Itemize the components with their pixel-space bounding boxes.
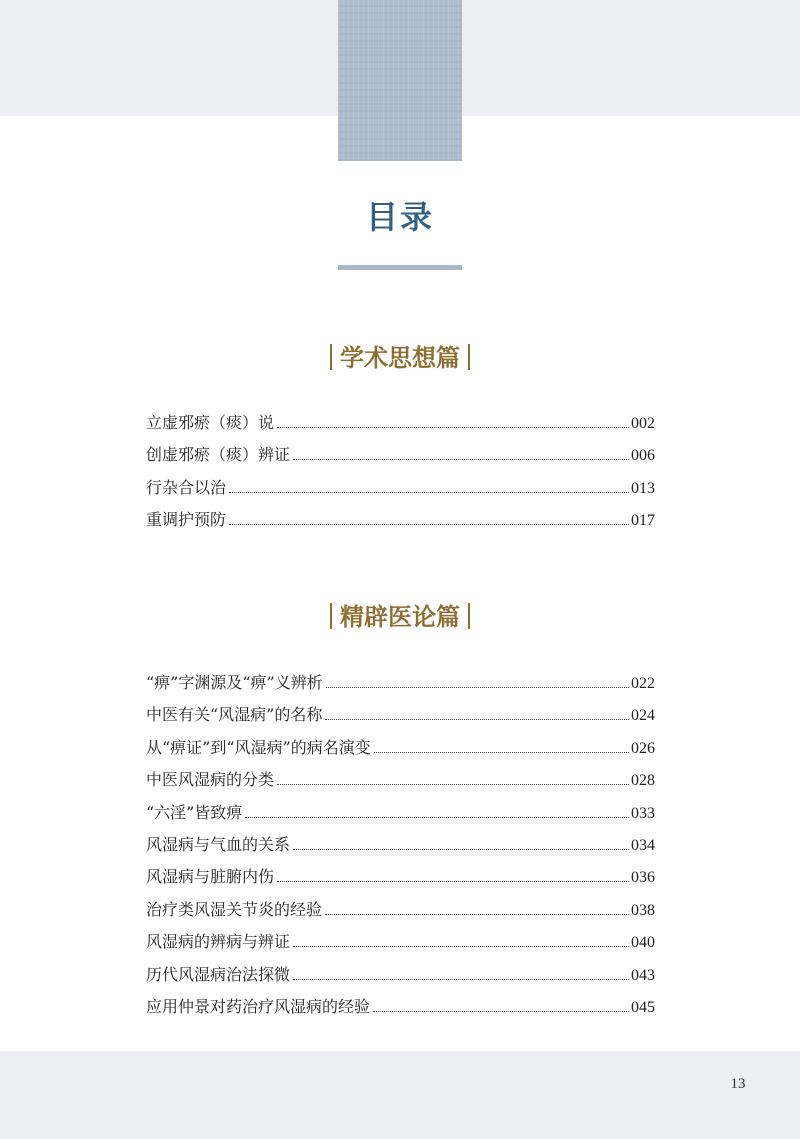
dot-leader: [229, 492, 629, 493]
toc-entry-title: 从“痹证”到“风湿病”的病名演变: [146, 737, 371, 757]
dot-leader: [374, 752, 629, 753]
section-heading-label: 精辟医论篇: [340, 602, 460, 631]
toc-entry-title: 立虚邪瘀（痰）说: [146, 413, 275, 432]
section-heading-academic-thought: [0, 338, 800, 373]
toc-entry-title: 风湿病的辨病与辨证: [146, 932, 291, 952]
toc-entry[interactable]: [146, 504, 655, 536]
toc-entry-page: 028: [631, 772, 655, 790]
heading-bar-right: [468, 344, 470, 370]
dot-leader: [245, 817, 629, 818]
toc-entry[interactable]: [146, 829, 655, 861]
toc-entry-page: 040: [631, 934, 655, 952]
toc-entry-title: 中医有关“风湿病”的名称: [146, 705, 323, 725]
toc-entry-page: 002: [631, 415, 655, 432]
toc-entry-title: 风湿病与脏腑内伤: [146, 867, 275, 887]
toc-entry-page: 013: [631, 479, 655, 497]
toc-entry-page: 038: [631, 901, 655, 919]
toc-entry-title: 历代风湿病治法探微: [146, 964, 291, 984]
page-title: 目录: [365, 198, 434, 236]
toc-entry[interactable]: [146, 797, 655, 829]
toc-entry-title: 风湿病与气血的关系: [146, 834, 291, 854]
toc-entry-page: 026: [631, 739, 655, 757]
dot-leader: [293, 849, 629, 850]
heading-bar-left: [330, 603, 332, 629]
heading-bar-left: [330, 344, 332, 370]
page-number: 13: [730, 1076, 746, 1092]
toc-entry[interactable]: [146, 732, 655, 764]
toc-entry-page: 017: [631, 512, 655, 530]
heading-bar-right: [468, 603, 470, 629]
toc-list-academic-thought: [146, 407, 655, 537]
toc-entry-title: “六淫”皆致痹: [146, 802, 243, 822]
toc-entry[interactable]: [146, 472, 655, 504]
toc-list-medical-discourse: [146, 667, 655, 1023]
toc-entry[interactable]: [146, 439, 655, 471]
toc-entry-page: 024: [631, 707, 655, 725]
toc-entry[interactable]: [146, 959, 655, 991]
toc-entry[interactable]: [146, 764, 655, 796]
dot-leader: [326, 687, 629, 688]
toc-entry-page: 036: [631, 869, 655, 887]
toc-entry[interactable]: [146, 667, 655, 699]
dot-leader: [325, 914, 629, 915]
decorative-texture-block: [338, 0, 462, 161]
toc-entry[interactable]: [146, 926, 655, 958]
toc-entry-page: 006: [631, 447, 655, 465]
toc-entry-page: 033: [631, 804, 655, 822]
dot-leader: [373, 1011, 629, 1012]
toc-entry-title: “痹”字渊源及“痹”义辨析: [146, 673, 323, 692]
dot-leader: [277, 881, 629, 882]
dot-leader: [277, 784, 629, 785]
toc-entry-title: 中医风湿病的分类: [146, 770, 275, 790]
dot-leader: [277, 427, 629, 428]
toc-entry[interactable]: [146, 407, 655, 439]
toc-entry-title: 行杂合以治: [146, 477, 227, 497]
dot-leader: [325, 719, 629, 720]
toc-entry-page: 022: [631, 675, 655, 692]
toc-entry-page: 043: [631, 966, 655, 984]
title-underline: [338, 265, 462, 270]
dot-leader: [229, 524, 629, 525]
toc-entry-title: 重调护预防: [146, 510, 227, 530]
section-heading-label: 学术思想篇: [340, 343, 460, 372]
dot-leader: [293, 459, 629, 460]
toc-entry-title: 应用仲景对药治疗风湿病的经验: [146, 996, 371, 1016]
toc-entry-page: 034: [631, 836, 655, 854]
toc-entry[interactable]: [146, 699, 655, 731]
dot-leader: [293, 979, 629, 980]
toc-entry-page: 045: [631, 998, 655, 1016]
toc-entry-title: 创虚邪瘀（痰）辨证: [146, 445, 291, 465]
dot-leader: [293, 946, 629, 947]
section-heading-medical-discourse: [0, 597, 800, 632]
toc-entry[interactable]: [146, 861, 655, 893]
toc-entry-title: 治疗类风湿关节炎的经验: [146, 899, 323, 919]
toc-entry[interactable]: [146, 991, 655, 1023]
bottom-band: [0, 1051, 800, 1139]
toc-entry[interactable]: [146, 894, 655, 926]
